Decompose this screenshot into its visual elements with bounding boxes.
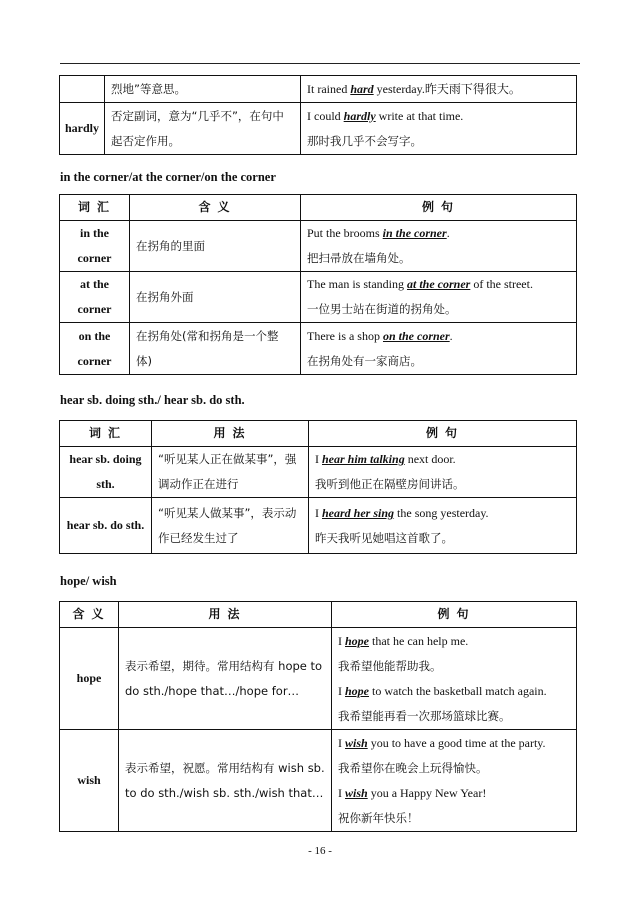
column-header: 词 汇 [60, 195, 130, 221]
example-text: I [315, 505, 322, 520]
example-text: Put the brooms [307, 226, 383, 240]
column-header: 例 句 [301, 195, 577, 221]
example-text: to watch the basketball match again. [369, 683, 547, 698]
example-text: I [315, 452, 322, 466]
table-row [60, 447, 577, 498]
term-cell: on the corner [60, 323, 130, 375]
example-cell [309, 498, 577, 554]
example-text: The man is standing [307, 277, 407, 291]
key-phrase: on the corner [382, 328, 450, 343]
example-cell [301, 221, 577, 272]
header-row [60, 602, 577, 628]
example-translation: 昨天我听见她唱这首歌了。 [315, 530, 453, 545]
meaning-cell: 在拐角处(常和拐角是一个整体) [130, 323, 301, 375]
example-translation: 祝你新年快乐！ [338, 810, 419, 825]
table-row [60, 730, 577, 832]
table-hope-wish [59, 601, 577, 832]
header-row [60, 421, 577, 447]
example-translation: 在拐角处有一家商店。 [307, 353, 422, 368]
meaning-cell: “听见某人正在做某事”，强调动作正在进行 [152, 447, 309, 498]
column-header: 用 法 [119, 602, 332, 628]
key-phrase: at the corner [406, 277, 471, 291]
meaning-cell: 表示希望，期待。常用结构有 hope to do sth./hope that…/hope for… [119, 628, 332, 730]
example-translation: 我希望能再看一次那场篮球比赛。 [338, 708, 511, 723]
example-translation: 我听到他正在隔壁房间讲话。 [315, 477, 465, 491]
example-text: you a Happy New Year! [367, 785, 487, 800]
example-translation: 我希望你在晚会上玩得愉快。 [338, 760, 488, 775]
example-translation: 那时我几乎不会写字。 [307, 133, 422, 148]
key-phrase: wish [345, 735, 368, 750]
example-text: the song yesterday. [394, 505, 489, 520]
example-cell [301, 103, 577, 155]
key-phrase: in the corner [382, 226, 447, 240]
meaning-cell: “听见某人做某事”，表示动作已经发生过了 [152, 498, 309, 554]
term-cell [60, 76, 105, 103]
section-heading-corner: in the corner/at the corner/on the corner [60, 170, 276, 184]
example-cell [332, 730, 577, 832]
key-phrase: heard her sing [322, 505, 395, 520]
column-header: 词 汇 [60, 421, 152, 447]
column-header: 用 法 [152, 421, 309, 447]
column-header: 含 义 [60, 602, 119, 628]
example-cell [301, 323, 577, 375]
term-cell: hear sb. do sth. [60, 498, 152, 554]
example-cell [309, 447, 577, 498]
example-sentence [338, 781, 570, 806]
key-phrase: hear him talking [322, 452, 405, 466]
example-text: I [338, 735, 345, 750]
example-sentence [338, 629, 570, 654]
example-text: I [338, 785, 345, 800]
example-text: you to have a good time at the party. [367, 735, 546, 750]
key-phrase: hard [350, 81, 374, 96]
key-phrase: hardly [343, 108, 376, 123]
section-heading-hear: hear sb. doing sth./ hear sb. do sth. [60, 393, 245, 407]
example-text: . [449, 328, 453, 343]
example-text: I [338, 683, 345, 698]
table-hear [59, 420, 577, 554]
example-text: I [338, 633, 345, 648]
example-text: that he can help me. [369, 633, 469, 648]
meaning-cell: 表示希望，祝愿。常用结构有 wish sb. to do sth./wish sb. sth./wish that… [119, 730, 332, 832]
example-sentence [307, 77, 570, 102]
column-header: 例 句 [309, 421, 577, 447]
example-sentence [338, 679, 570, 704]
example-translation: 一位男士站在街道的拐角处。 [307, 302, 457, 316]
example-cell [301, 272, 577, 323]
header-row [60, 195, 577, 221]
meaning-cell: 否定副词，意为“几乎不”，在句中起否定作用。 [105, 103, 301, 155]
example-sentence [307, 221, 570, 246]
example-text: yesterday.昨天雨下得很大。 [373, 81, 521, 96]
example-sentence [307, 104, 570, 129]
table-row [60, 76, 577, 103]
example-text: write at that time. [375, 108, 464, 123]
example-text: There is a shop [307, 328, 383, 343]
table-row [60, 103, 577, 155]
example-sentence [307, 272, 570, 297]
table-hard-hardly [59, 75, 577, 155]
section-heading-hope-wish: hope/ wish [60, 574, 117, 588]
header-rule [60, 63, 580, 64]
column-header: 例 句 [332, 602, 577, 628]
example-text: of the street. [470, 277, 533, 291]
key-phrase: wish [345, 785, 368, 800]
table-row [60, 498, 577, 554]
table-row [60, 628, 577, 730]
table-row [60, 272, 577, 323]
meaning-cell: 在拐角外面 [130, 272, 301, 323]
example-text: It rained [307, 81, 351, 96]
meaning-cell: 在拐角的里面 [130, 221, 301, 272]
term-cell: wish [60, 730, 119, 832]
key-phrase: hope [345, 633, 369, 648]
example-translation: 我希望他能帮助我。 [338, 658, 442, 673]
meaning-cell: 烈地”等意思。 [105, 76, 301, 103]
term-cell: in the corner [60, 221, 130, 272]
example-sentence [307, 324, 570, 349]
example-cell [332, 628, 577, 730]
key-phrase: hope [345, 683, 369, 698]
example-cell [301, 76, 577, 103]
example-sentence [338, 731, 570, 756]
example-translation: 把扫帚放在墙角处。 [307, 251, 411, 265]
example-sentence [315, 447, 570, 472]
example-text: I could [307, 108, 344, 123]
table-corner [59, 194, 577, 375]
table-row [60, 323, 577, 375]
column-header: 含 义 [130, 195, 301, 221]
term-cell: hear sb. doing sth. [60, 447, 152, 498]
example-text: . [446, 226, 450, 240]
page-number: - 16 - [308, 845, 332, 857]
example-sentence [315, 501, 570, 526]
term-cell: hope [60, 628, 119, 730]
term-cell: at the corner [60, 272, 130, 323]
term-cell: hardly [60, 103, 105, 155]
example-text: next door. [404, 452, 456, 466]
table-row [60, 221, 577, 272]
